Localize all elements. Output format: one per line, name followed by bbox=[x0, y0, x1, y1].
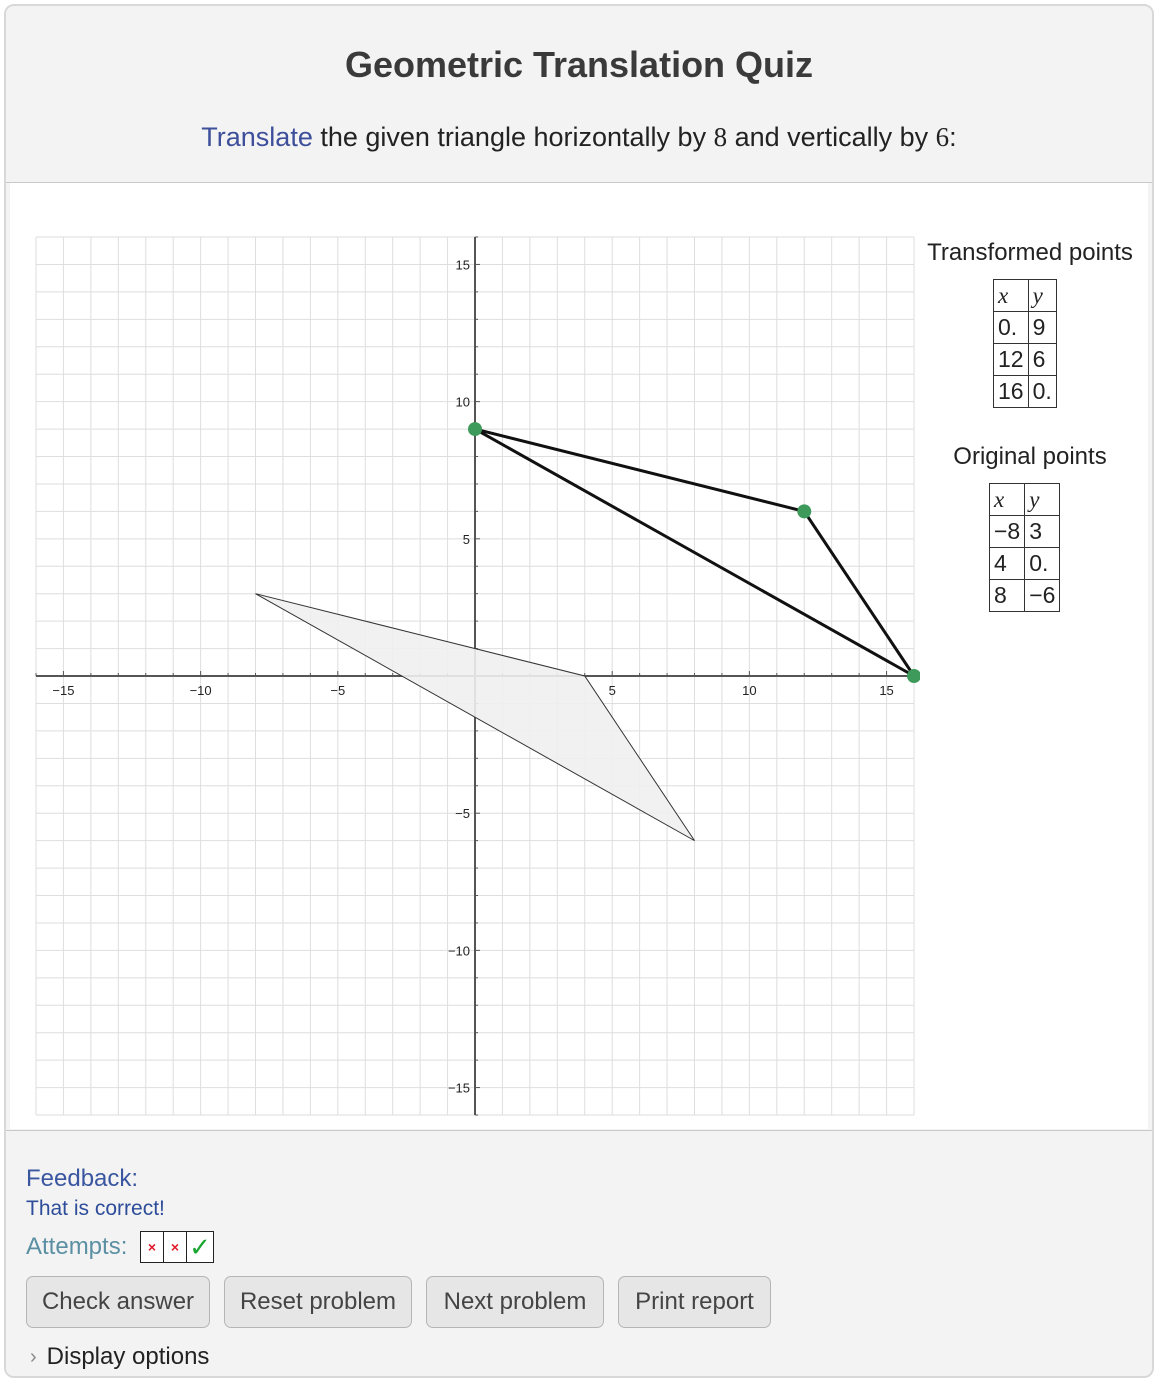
table-row bbox=[990, 516, 1060, 548]
table-cell: 9 bbox=[1028, 312, 1056, 344]
y-tick-label: −15 bbox=[447, 1080, 470, 1096]
transformed-points-title: Transformed points bbox=[927, 239, 1133, 266]
vertex-point[interactable] bbox=[797, 504, 811, 518]
y-tick-label: 5 bbox=[462, 531, 470, 547]
chevron-right-icon: › bbox=[30, 1345, 37, 1368]
x-tick-label: 10 bbox=[742, 683, 757, 698]
quiz-header bbox=[6, 6, 1152, 183]
transformed-points-table bbox=[993, 279, 1057, 408]
table-cell: 12 bbox=[994, 344, 1029, 376]
x-tick-label: −10 bbox=[189, 683, 212, 698]
original-points-title: Original points bbox=[953, 443, 1107, 470]
table-cell: 0. bbox=[1025, 548, 1060, 580]
x-tick-label: 5 bbox=[608, 683, 616, 698]
display-options-label: Display options bbox=[46, 1343, 210, 1370]
coordinate-plane[interactable] bbox=[10, 183, 920, 1129]
feedback-label: Feedback: bbox=[26, 1165, 139, 1192]
vertical-amount: 6 bbox=[935, 122, 950, 152]
column-header: y bbox=[1025, 484, 1060, 516]
table-cell: 6 bbox=[1028, 344, 1056, 376]
x-tick-label: −5 bbox=[330, 683, 346, 698]
print-report-button[interactable]: Print report bbox=[618, 1276, 771, 1328]
instruction-part-2: and vertically by bbox=[727, 122, 936, 152]
table-row bbox=[994, 312, 1057, 344]
column-header: x bbox=[994, 280, 1029, 312]
check-answer-button[interactable]: Check answer bbox=[26, 1276, 210, 1328]
table-cell: 3 bbox=[1025, 516, 1060, 548]
table-row bbox=[990, 580, 1060, 612]
table-cell: 0. bbox=[994, 312, 1029, 344]
table-row bbox=[990, 548, 1060, 580]
instruction-part-1: the given triangle horizontally by bbox=[312, 122, 714, 152]
table-cell: 8 bbox=[990, 580, 1025, 612]
translate-link[interactable]: Translate bbox=[201, 122, 313, 152]
table-cell: −8 bbox=[990, 516, 1025, 548]
y-tick-label: 15 bbox=[455, 257, 470, 273]
y-tick-label: −10 bbox=[447, 943, 470, 959]
table-cell: 4 bbox=[990, 548, 1025, 580]
reset-problem-button[interactable]: Reset problem bbox=[224, 1276, 412, 1328]
table-cell: 16 bbox=[994, 376, 1029, 408]
y-tick-label: −5 bbox=[455, 806, 470, 822]
problem-area bbox=[10, 183, 1148, 1129]
page-title: Geometric Translation Quiz bbox=[344, 44, 814, 85]
instruction-part-3: : bbox=[949, 122, 957, 152]
quiz-panel bbox=[4, 4, 1154, 1378]
y-tick-label: 10 bbox=[455, 394, 470, 410]
quiz-footer bbox=[6, 1130, 1152, 1377]
next-problem-button[interactable]: Next problem bbox=[426, 1276, 604, 1328]
x-tick-label: 15 bbox=[879, 683, 894, 698]
attempts-label: Attempts: bbox=[26, 1233, 128, 1260]
feedback-text: That is correct! bbox=[26, 1197, 165, 1220]
table-cell: −6 bbox=[1025, 580, 1060, 612]
attempt-wrong-icon: × bbox=[141, 1232, 164, 1262]
table-row bbox=[994, 376, 1057, 408]
display-options-toggle[interactable] bbox=[30, 1343, 209, 1371]
column-header: y bbox=[1028, 280, 1056, 312]
x-tick-label: −15 bbox=[52, 683, 75, 698]
attempt-correct-icon: ✓ bbox=[189, 1231, 211, 1262]
table-cell: 0. bbox=[1028, 376, 1056, 408]
attempts-indicator bbox=[140, 1231, 214, 1263]
instruction-text bbox=[6, 122, 1152, 153]
original-points-table bbox=[989, 483, 1060, 612]
horizontal-amount: 8 bbox=[713, 122, 728, 152]
vertex-point[interactable] bbox=[468, 422, 482, 436]
column-header: x bbox=[990, 484, 1025, 516]
triangles bbox=[256, 422, 921, 841]
table-row bbox=[994, 344, 1057, 376]
attempt-wrong-icon: × bbox=[164, 1232, 187, 1262]
